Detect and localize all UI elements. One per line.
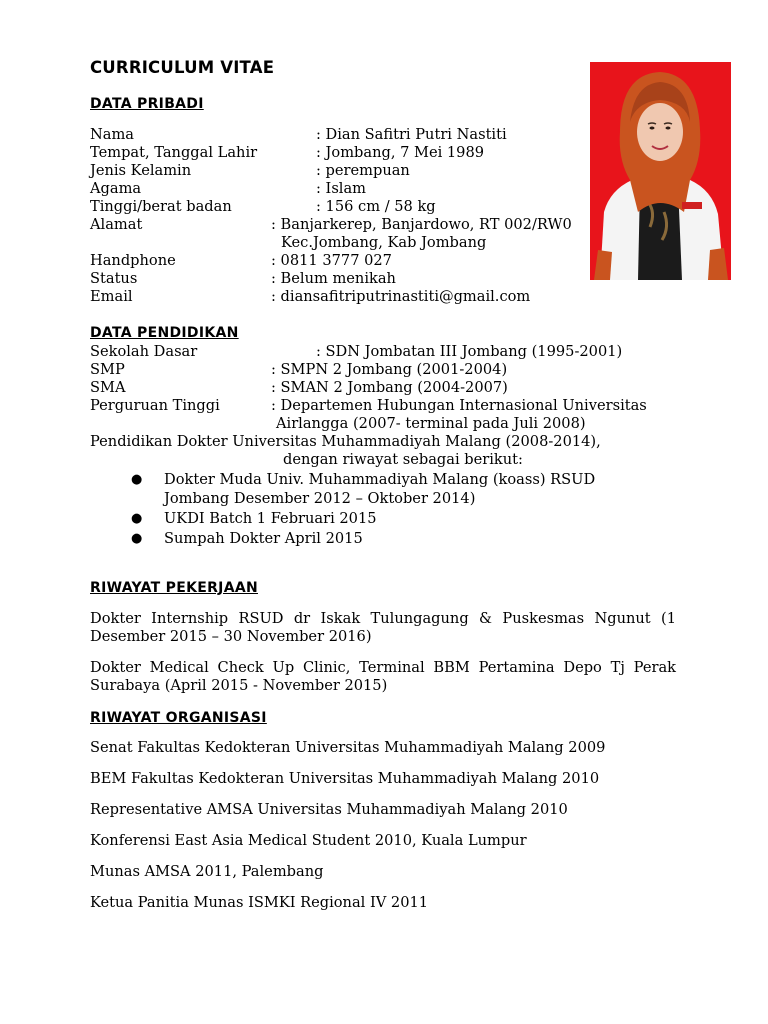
field-value: : Belum menikah: [271, 270, 396, 287]
field-value: : Banjarkerep, Banjardowo, RT 002/RW0: [271, 216, 572, 233]
work-item: Dokter Medical Check Up Clinic, Terminal BBM Pertamina Depo Tj Perak Surabaya (April 2015 - November 2015): [90, 659, 676, 694]
field-value-continued: Airlangga (2007- terminal pada Juli 2008): [276, 415, 586, 432]
field-value-continued: Kec.Jombang, Kab Jombang: [281, 234, 487, 251]
field-label: SMA: [90, 379, 126, 396]
field-label: Handphone: [90, 252, 176, 269]
profile-photo: [590, 62, 731, 280]
field-value: : Departemen Hubungan Internasional Universitas: [271, 397, 647, 414]
field-label: Jenis Kelamin: [90, 162, 192, 179]
field-label: Alamat: [90, 216, 143, 233]
list-item-continued: Jombang Desember 2012 – Oktober 2014): [164, 490, 476, 507]
field-label: Agama: [90, 180, 142, 197]
organization-item: Ketua Panitia Munas ISMKI Regional IV 2011: [90, 894, 429, 911]
field-label: Status: [90, 270, 138, 287]
list-item: Dokter Muda Univ. Muhammadiyah Malang (koass) RSUD: [164, 471, 596, 488]
field-label: SMP: [90, 361, 125, 378]
work-heading: RIWAYAT PEKERJAAN: [90, 580, 258, 596]
personal-data-heading: DATA PRIBADI: [90, 96, 204, 112]
field-label: Sekolah Dasar: [90, 343, 198, 360]
work-item: Dokter Internship RSUD dr Iskak Tulungagung & Puskesmas Ngunut (1 Desember 2015 – 30 November 2016): [90, 610, 676, 645]
bullet-icon: ●: [131, 472, 143, 487]
field-label: Perguruan Tinggi: [90, 397, 220, 414]
field-value: : SMAN 2 Jombang (2004-2007): [271, 379, 508, 396]
field-value: : SDN Jombatan III Jombang (1995-2001): [316, 343, 623, 360]
field-value: : Dian Safitri Putri Nastiti: [316, 126, 507, 143]
portrait-illustration: [590, 62, 731, 280]
field-label: Nama: [90, 126, 135, 143]
organization-item: Representative AMSA Universitas Muhammadiyah Malang 2010: [90, 801, 568, 818]
organization-item: BEM Fakultas Kedokteran Universitas Muhammadiyah Malang 2010: [90, 770, 600, 787]
field-value: : 156 cm / 58 kg: [316, 198, 436, 215]
field-value: : diansafitriputrinastiti@gmail.com: [271, 288, 531, 305]
field-value: : perempuan: [316, 162, 410, 179]
education-heading: DATA PENDIDIKAN: [90, 325, 239, 341]
document-title: CURRICULUM VITAE: [90, 58, 275, 77]
organization-item: Senat Fakultas Kedokteran Universitas Muhammadiyah Malang 2009: [90, 739, 606, 756]
field-value: : 0811 3777 027: [271, 252, 392, 269]
field-value: : Jombang, 7 Mei 1989: [316, 144, 485, 161]
field-label: Tinggi/berat badan: [90, 198, 232, 215]
field-value: : Islam: [316, 180, 367, 197]
education-doctor-line-cont: dengan riwayat sebagai berikut:: [283, 451, 523, 468]
organization-heading: RIWAYAT ORGANISASI: [90, 710, 267, 726]
list-item: UKDI Batch 1 Februari 2015: [164, 510, 377, 527]
list-item: Sumpah Dokter April 2015: [164, 530, 363, 547]
organization-item: Munas AMSA 2011, Palembang: [90, 863, 324, 880]
bullet-icon: ●: [131, 511, 143, 526]
bullet-icon: ●: [131, 531, 143, 546]
education-doctor-line: Pendidikan Dokter Universitas Muhammadiyah Malang (2008-2014),: [90, 433, 601, 450]
organization-item: Konferensi East Asia Medical Student 2010, Kuala Lumpur: [90, 832, 527, 849]
field-label: Email: [90, 288, 133, 305]
field-value: : SMPN 2 Jombang (2001-2004): [271, 361, 508, 378]
field-label: Tempat, Tanggal Lahir: [90, 144, 258, 161]
